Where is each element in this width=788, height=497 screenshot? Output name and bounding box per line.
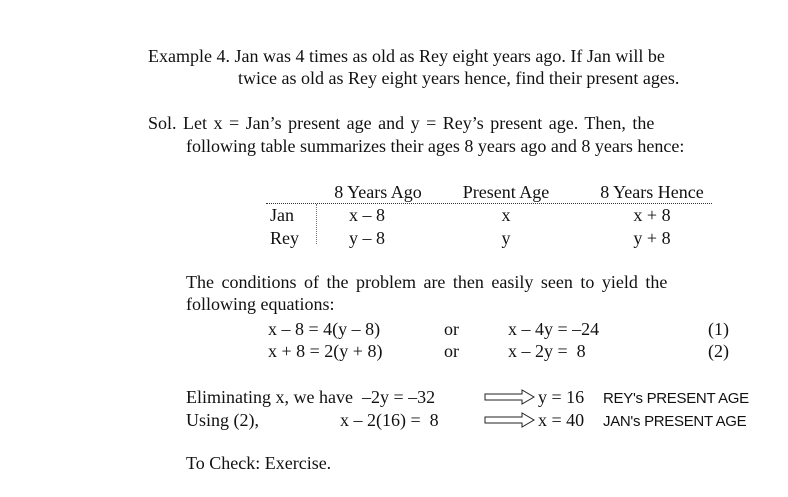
check-line: To Check: Exercise.	[186, 453, 332, 473]
equation-2-rhs: x – 2y = 8	[508, 341, 586, 361]
result-1-value: y = 16	[538, 387, 585, 407]
result-1-text: Eliminating x, we have –2y = –32	[186, 387, 436, 407]
result-2-note: JAN's PRESENT AGE	[603, 413, 747, 430]
conditions-line-1: The conditions of the problem are then easily seen to yield the	[186, 272, 668, 292]
table-header-ago: 8 Years Ago	[334, 182, 422, 202]
equation-2-or: or	[444, 341, 459, 361]
arrow-right-icon	[484, 389, 536, 405]
result-2-text: x – 2(16) = 8	[340, 410, 439, 430]
equation-1-number: (1)	[708, 319, 729, 339]
table-cell-rey-present: y	[501, 228, 511, 248]
result-2-value: x = 40	[538, 410, 585, 430]
table-cell-rey-ago: y – 8	[349, 228, 385, 248]
table-cell-jan-present: x	[501, 205, 511, 225]
solution-line-1: Sol. Let x = Jan’s present age and y = Rey’s present age. Then, the	[148, 113, 655, 133]
table-cell-jan-hence: x + 8	[633, 205, 671, 225]
solution-line-2: following table summarizes their ages 8 years ago and 8 years hence:	[186, 136, 685, 156]
equation-2-lhs: x + 8 = 2(y + 8)	[268, 341, 383, 361]
result-1-note: REY's PRESENT AGE	[603, 390, 749, 407]
conditions-line-2: following equations:	[186, 294, 335, 314]
table-header-present: Present Age	[462, 182, 550, 202]
equation-1-or: or	[444, 319, 459, 339]
equation-1-lhs: x – 8 = 4(y – 8)	[268, 319, 381, 339]
example-line-1: Example 4. Jan was 4 times as old as Rey eight years ago. If Jan will be	[148, 46, 665, 66]
table-cell-jan-ago: x – 8	[349, 205, 385, 225]
table-row-label-jan: Jan	[270, 205, 294, 225]
table-column-divider	[316, 204, 317, 244]
table-cell-rey-hence: y + 8	[633, 228, 671, 248]
equation-2-number: (2)	[708, 341, 729, 361]
result-2-label: Using (2),	[186, 410, 259, 430]
arrow-right-icon	[484, 412, 536, 428]
table-row-label-rey: Rey	[270, 228, 299, 248]
equation-1-rhs: x – 4y = –24	[508, 319, 600, 339]
example-line-2: twice as old as Rey eight years hence, find their present ages.	[238, 68, 680, 88]
table-header-hence: 8 Years Hence	[600, 182, 704, 202]
